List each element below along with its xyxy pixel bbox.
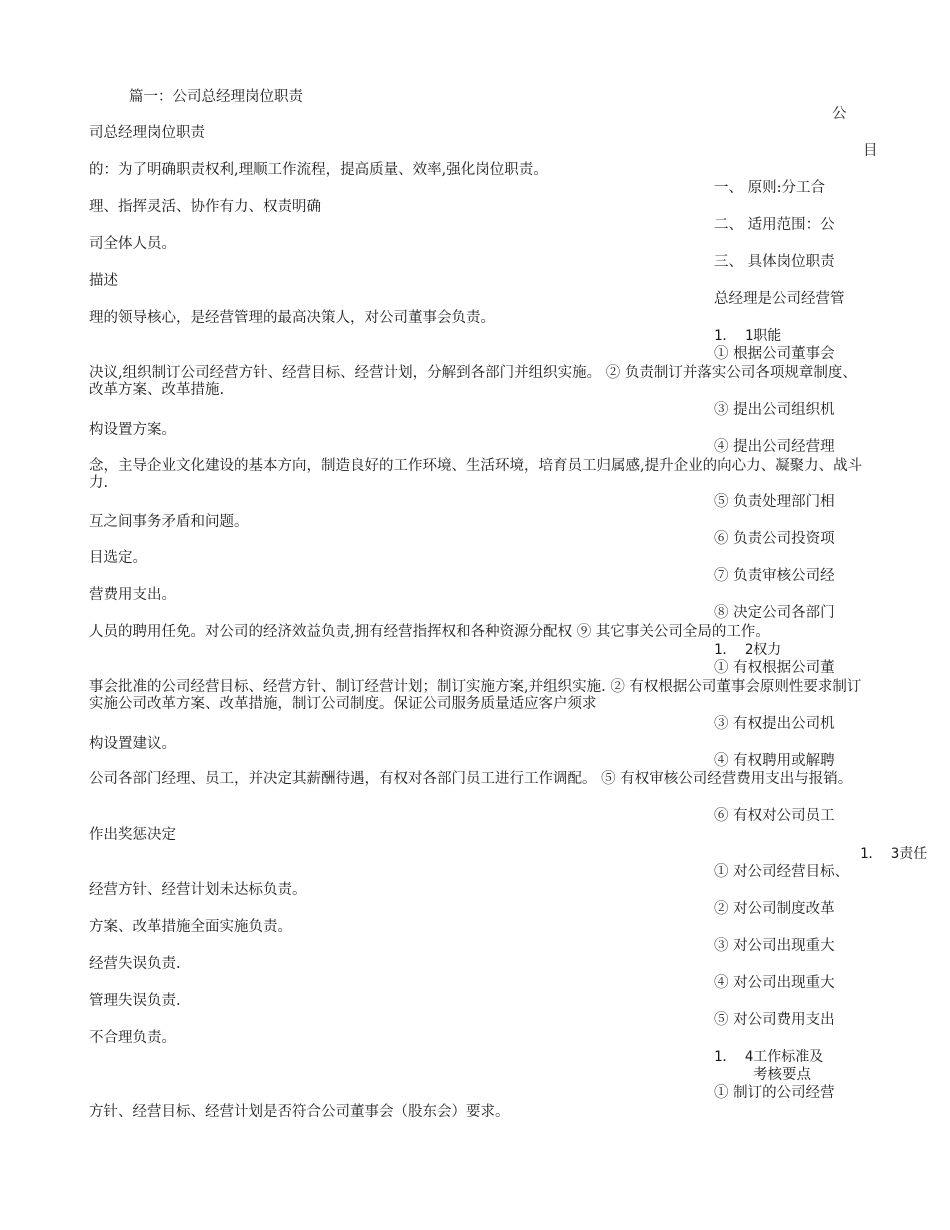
right-text-line: ① 根据公司董事会 <box>714 346 835 362</box>
right-text-line: ④ 提出公司经营理 <box>714 439 835 455</box>
text-line: 目选定。 <box>89 550 147 566</box>
text-line: 营费用支出。 <box>89 587 176 603</box>
right-text-line: ⑤ 对公司费用支出 <box>714 1012 835 1028</box>
text-line: 管理失误负责. <box>89 993 181 1009</box>
text-line: 人员的聘用任免。对公司的经济效益负责,拥有经营指挥权和各种资源分配权 ⑨ 其它事关公司全局的工作。 <box>89 624 770 640</box>
text-line: 构设置建议。 <box>89 736 176 752</box>
right-text-line: ① 有权根据公司董 <box>714 660 835 676</box>
right-text-line: ⑥ 有权对公司员工 <box>714 808 835 824</box>
right-text-line: ④ 有权聘用或解聘 <box>714 753 835 769</box>
right-text-line: 二、 适用范围：公 <box>714 217 835 233</box>
right-text-line: ③ 对公司出现重大 <box>714 938 835 954</box>
text-line: 方案、改革措施全面实施负责。 <box>89 919 292 935</box>
right-text-line: ⑤ 负责处理部门相 <box>714 494 835 510</box>
text-line: 司全体人员。 <box>89 236 176 252</box>
text-paragraph: 事会批准的公司经营目标、经营方针、制订经营计划；制订实施方案,并组织实施. ② 有权根据公司董事会原则性要求制订实施公司改革方案、改革措施，制订公司制度。保证公司服务质量适应客户须求 <box>89 679 862 712</box>
text-line: 理的领导核心，是经营管理的最高决策人，对公司董事会负责。 <box>89 310 495 326</box>
text-line: 作出奖惩决定 <box>89 827 176 843</box>
right-text-line: 一、 原则:分工合 <box>714 180 825 196</box>
right-text-line: ① 制订的公司经营 <box>714 1085 835 1101</box>
right-text-line: 目 <box>863 143 878 159</box>
text-line: 的：为了明确职责权利,理顺工作流程，提高质量、效率,强化岗位职责。 <box>89 162 548 178</box>
section-heading: 1． 3责任 <box>860 846 928 862</box>
right-text-line: 考核要点 <box>753 1067 811 1083</box>
text-line: 经营失误负责. <box>89 956 181 972</box>
text-line: 互之间事务矛盾和问题。 <box>89 514 249 530</box>
right-text-line: 总经理是公司经营管 <box>714 291 845 307</box>
text-line: 描述 <box>89 273 118 289</box>
text-line: 方针、经营目标、经营计划是否符合公司董事会（股东会）要求。 <box>89 1104 510 1120</box>
text-paragraph: 念，主导企业文化建设的基本方向，制造良好的工作环境、生活环境，培育员工归属感,提升企业的向心力、凝聚力、战斗力. <box>89 458 863 491</box>
doc-title: 篇一：公司总经理岗位职责 <box>129 89 303 105</box>
right-text-line: ⑥ 负责公司投资项 <box>714 531 835 547</box>
right-text-line: 三、 具体岗位职责 <box>714 254 835 270</box>
text-paragraph: 决议,组织制订公司经营方针、经营目标、经营计划，分解到各部门并组织实施。 ② 负责制订并落实公司各项规章制度、改革方案、改革措施. <box>89 365 857 398</box>
right-text-line: ⑧ 决定公司各部门 <box>714 605 835 621</box>
right-text-line: ④ 对公司出现重大 <box>714 975 835 991</box>
text-line: 司总经理岗位职责 <box>89 125 205 141</box>
text-line: 经营方针、经营计划未达标负责。 <box>89 882 307 898</box>
text-line: 理、指挥灵活、协作有力、权责明确 <box>89 199 321 215</box>
text-line: 不合理负责。 <box>89 1030 176 1046</box>
right-text-line: ① 对公司经营目标、 <box>714 864 850 880</box>
section-heading: 1． 4工作标准及 <box>714 1049 824 1065</box>
right-text-line: ③ 有权提出公司机 <box>714 716 835 732</box>
right-text-line: ② 对公司制度改革 <box>714 901 835 917</box>
text-line: 构设置方案。 <box>89 422 176 438</box>
section-heading: 1． 2权力 <box>714 642 782 658</box>
text-paragraph: 公司各部门经理、员工，并决定其薪酬待遇，有权对各部门员工进行工作调配。 ⑤ 有权审核公司经营费用支出与报销。 <box>89 771 853 787</box>
right-text-line: 公 <box>832 106 847 122</box>
section-heading: 1． 1职能 <box>714 328 782 344</box>
right-text-line: ⑦ 负责审核公司经 <box>714 568 835 584</box>
right-text-line: ③ 提出公司组织机 <box>714 402 835 418</box>
